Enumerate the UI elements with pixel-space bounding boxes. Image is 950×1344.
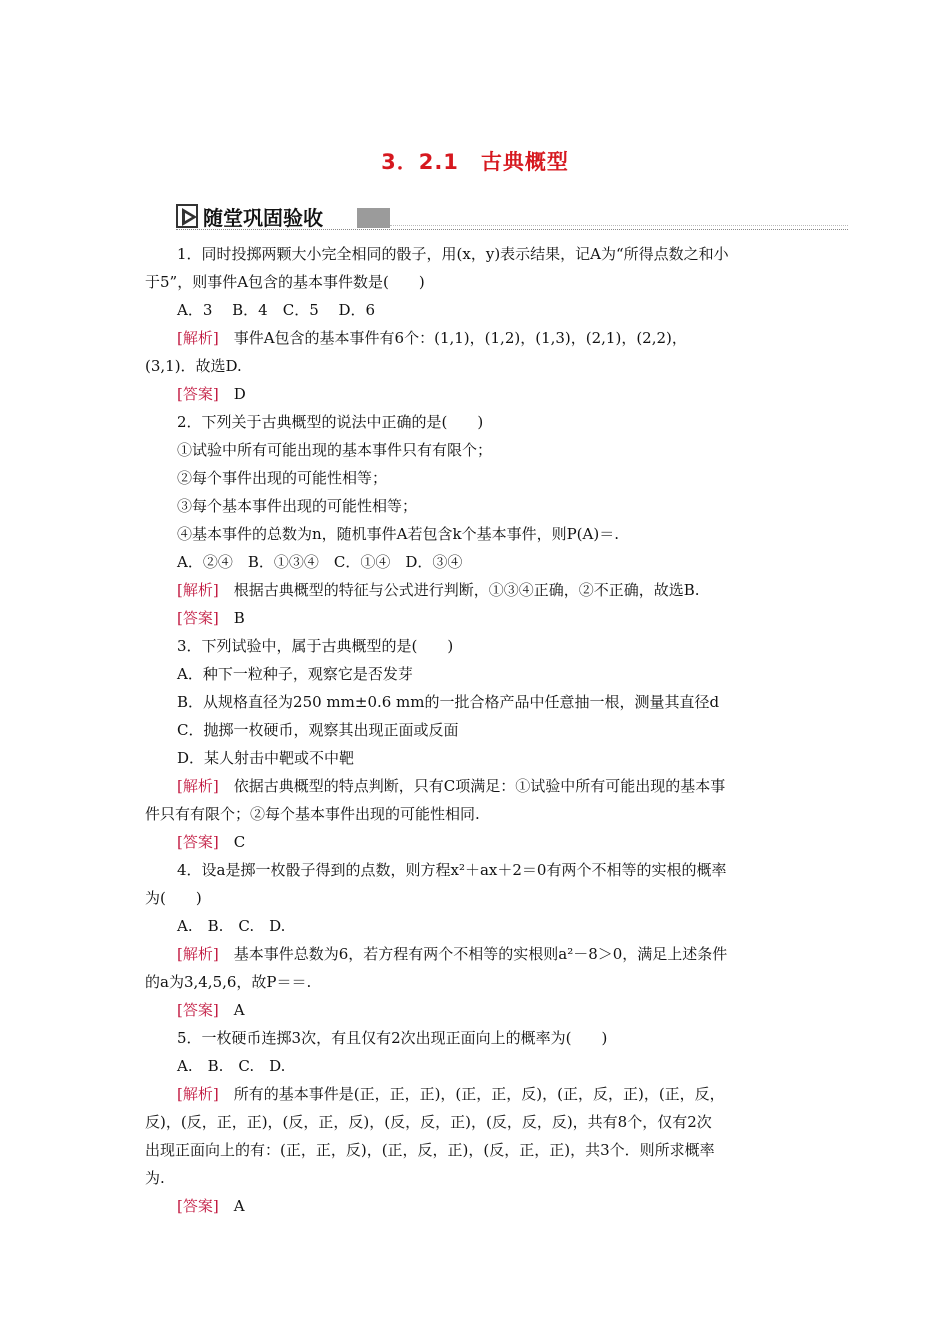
text-line: [145, 324, 807, 352]
text-line: [145, 772, 807, 800]
line-text: 4．设a是掷一枚骰子得到的点数，则方程x²＋ax＋2＝0有两个不相等的实根的概率: [177, 861, 727, 879]
answer-tag: [答案]: [177, 385, 219, 403]
text-line: [145, 1108, 807, 1136]
line-text: A. B. C. D.: [177, 917, 286, 935]
line-text: B．从规格直径为250 mm±0.6 mm的一批合格产品中任意抽一根，测量其直径d: [177, 693, 720, 711]
line-text: 的a为3,4,5,6，故P＝＝.: [145, 973, 312, 991]
text-line: [145, 940, 807, 968]
line-text: B: [218, 609, 245, 627]
line-text: 5．一枚硬币连掷3次，有且仅有2次出现正面向上的概率为( ): [177, 1029, 608, 1047]
text-line: [145, 240, 807, 268]
banner-block: [357, 208, 390, 228]
text-line: [145, 1192, 807, 1220]
text-line: [145, 744, 807, 772]
line-text: A. B. C. D.: [177, 1057, 286, 1075]
banner-rule: [176, 229, 848, 230]
exercise-content: [145, 240, 807, 1220]
text-line: [145, 1136, 807, 1164]
text-line: [145, 436, 807, 464]
text-line: [145, 548, 807, 576]
analysis-tag: [解析]: [177, 777, 219, 795]
analysis-tag: [解析]: [177, 945, 219, 963]
answer-tag: [答案]: [177, 1001, 219, 1019]
line-text: 所有的基本事件是(正，正，正)，(正，正，反)，(正，反，正)，(正，反，: [218, 1085, 725, 1103]
text-line: [145, 800, 807, 828]
section-title: 随堂巩固验收: [203, 206, 323, 230]
line-text: ②每个事件出现的可能性相等；: [177, 469, 388, 487]
text-line: [145, 576, 807, 604]
line-text: (3,1)．故选D.: [145, 357, 242, 375]
analysis-tag: [解析]: [177, 1085, 219, 1103]
answer-tag: [答案]: [177, 1197, 219, 1215]
section-banner: [176, 200, 848, 234]
line-text: 反)，(反，正，正)，(反，正，反)，(反，反，正)，(反，反，反)，共有8个，仅有2次: [145, 1113, 712, 1131]
banner-rule-upper: [390, 225, 848, 226]
text-line: [145, 688, 807, 716]
line-text: A．3 B．4 C．5 D．6: [177, 301, 376, 319]
text-line: [145, 268, 807, 296]
line-text: A．②④ B．①③④ C．①④ D．③④: [177, 553, 463, 571]
text-line: [145, 660, 807, 688]
page-title: 3．2.1 古典概型: [381, 150, 569, 174]
line-text: 件只有有限个；②每个基本事件出现的可能性相同.: [145, 805, 480, 823]
text-line: [145, 632, 807, 660]
line-text: A．种下一粒种子，观察它是否发芽: [177, 665, 413, 683]
line-text: 事件A包含的基本事件有6个：(1,1)，(1,2)，(1,3)，(2,1)，(2,2)，: [218, 329, 687, 347]
text-line: [145, 1052, 807, 1080]
text-line: [145, 408, 807, 436]
line-text: 为( ): [145, 889, 202, 907]
analysis-tag: [解析]: [177, 581, 219, 599]
text-line: [145, 296, 807, 324]
line-text: ①试验中所有可能出现的基本事件只有有限个；: [177, 441, 493, 459]
line-text: ③每个基本事件出现的可能性相等；: [177, 497, 418, 515]
line-text: D．某人射击中靶或不中靶: [177, 749, 355, 767]
line-text: C: [218, 833, 246, 851]
text-line: [145, 716, 807, 744]
answer-tag: [答案]: [177, 833, 219, 851]
line-text: 1．同时投掷两颗大小完全相同的骰子，用(x，y)表示结果，记A为“所得点数之和小: [177, 245, 729, 263]
line-text: 根据古典概型的特征与公式进行判断，①③④正确，②不正确，故选B.: [218, 581, 700, 599]
text-line: [145, 996, 807, 1024]
text-line: [145, 380, 807, 408]
text-line: [145, 1164, 807, 1192]
text-line: [145, 492, 807, 520]
text-line: [145, 912, 807, 940]
line-text: ④基本事件的总数为n，随机事件A若包含k个基本事件，则P(A)＝.: [177, 525, 619, 543]
analysis-tag: [解析]: [177, 329, 219, 347]
line-text: 为.: [145, 1169, 165, 1187]
line-text: 基本事件总数为6，若方程有两个不相等的实根则a²－8＞0，满足上述条件: [218, 945, 728, 963]
line-text: A: [218, 1197, 245, 1215]
line-text: 于5”，则事件A包含的基本事件数是( ): [145, 273, 425, 291]
text-line: [145, 1024, 807, 1052]
line-text: A: [218, 1001, 245, 1019]
text-line: [145, 1080, 807, 1108]
line-text: D: [218, 385, 246, 403]
answer-tag: [答案]: [177, 609, 219, 627]
text-line: [145, 352, 807, 380]
text-line: [145, 884, 807, 912]
line-text: 出现正面向上的有：(正，正，反)，(正，反，正)，(反，正，正)，共3个．则所求概率: [145, 1141, 715, 1159]
line-text: 依据古典概型的特点判断，只有C项满足：①试验中所有可能出现的基本事: [218, 777, 726, 795]
line-text: 3．下列试验中，属于古典概型的是( ): [177, 637, 454, 655]
text-line: [145, 856, 807, 884]
text-line: [145, 968, 807, 996]
line-text: 2．下列关于古典概型的说法中正确的是( ): [177, 413, 484, 431]
text-line: [145, 520, 807, 548]
text-line: [145, 828, 807, 856]
line-text: C．抛掷一枚硬币，观察其出现正面或反面: [177, 721, 459, 739]
text-line: [145, 604, 807, 632]
play-arrow-icon: [176, 204, 200, 228]
text-line: [145, 464, 807, 492]
